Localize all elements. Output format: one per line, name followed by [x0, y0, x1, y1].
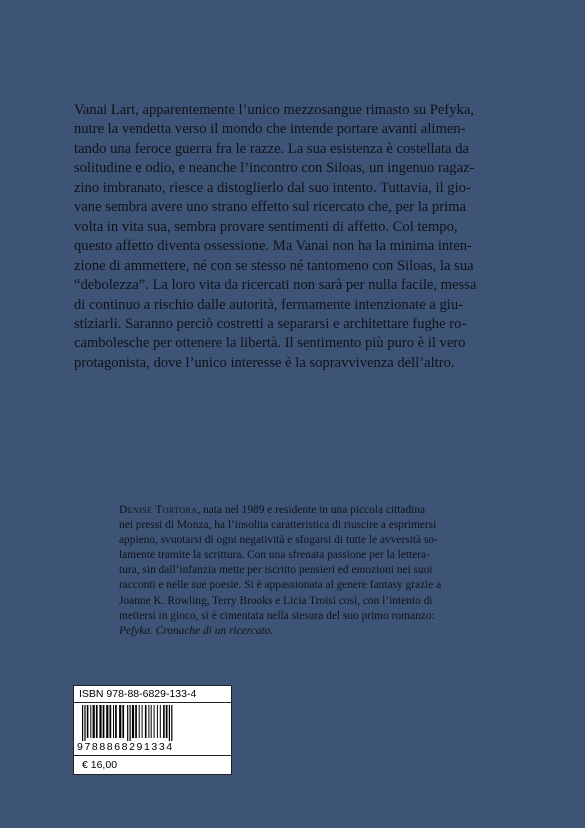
synopsis-line: protagonista, dove l’unico interesse è la sopravvivenza dell’altro.	[74, 354, 455, 371]
bio-line: tura, sin dall’infanzia mette per iscritto pensieri ed emozioni nei suoi	[119, 564, 433, 577]
price-label: € 16,00	[74, 755, 231, 773]
bio-line: lamente tramite la scrittura. Con una sfrenata passione per la lettera-	[119, 549, 430, 562]
barcode-panel	[73, 685, 232, 775]
synopsis-line: cambolesche per ottenere la libertà. Il sentimento più puro è il vero	[74, 335, 466, 352]
synopsis-line: zione di ammettere, né con se stesso né tantomeno con Siloas, la sua	[74, 257, 474, 274]
synopsis-line: volta in vita sua, sembra provare sentimenti di affetto. Col tempo,	[74, 218, 458, 235]
synopsis-line: stiziarli. Saranno perciò costretti a separarsi e architettare fughe ro-	[74, 315, 467, 332]
author-bio	[119, 503, 512, 639]
book-title: Pefyka. Cronache di un ricercato.	[119, 624, 274, 637]
author-name: Denise Tortora	[119, 504, 198, 516]
synopsis-line: vane sembra avere uno strano effetto sul ricercato che, per la prima	[74, 199, 466, 216]
synopsis-line: questo affetto diventa ossessione. Ma Vanai non ha la minima inten-	[74, 238, 472, 255]
barcode-digits: 9788868291334	[77, 741, 174, 753]
synopsis-line: solitudine e odio, e neanche l’incontro con Siloas, un ingenuo ragaz-	[74, 160, 475, 177]
barcode-icon	[80, 705, 225, 741]
synopsis-line: zino imbranato, riesce a distoglierlo dal suo intento. Tuttavia, il gio-	[74, 179, 471, 196]
synopsis-line: nutre la vendetta verso il mondo che intende portare avanti alimen-	[74, 121, 466, 138]
synopsis-line: di continuo a rischio dalle autorità, fermamente intenzionate a giu-	[74, 296, 464, 313]
synopsis-text	[74, 101, 512, 373]
bio-line	[119, 503, 512, 518]
isbn-label: ISBN 978-88-6829-133-4	[74, 686, 231, 703]
bio-line: nei pressi di Monza, ha l’insolita caratteristica di riuscire a esprimersi	[119, 519, 437, 532]
synopsis-line: tando una feroce guerra fra le razze. La sua esistenza è costellata da	[74, 140, 470, 157]
synopsis-line: Vanai Lart, apparentemente l’unico mezzosangue rimasto su Pefyka,	[74, 102, 474, 118]
bio-line: appieno, svuotarsi di ogni negatività e sfogarsi di tutte le avversità so-	[119, 534, 438, 547]
bio-line: Joanne K. Rowling, Terry Brooks e Licia Troisi così, con l’intento di	[119, 594, 433, 607]
bio-line: mettersi in gioco, si è cimentata nella stesura del suo primo romanzo:	[119, 609, 435, 622]
synopsis-line: “debolezza”. La loro vita da ricercati non sarà per nulla facile, messa	[74, 277, 477, 294]
bio-first-line: , nata nel 1989 e residente in una piccola cittadina	[197, 504, 426, 516]
bio-line: racconti e nelle sue poesie. Si è appassionata al genere fantasy grazie a	[119, 579, 442, 592]
